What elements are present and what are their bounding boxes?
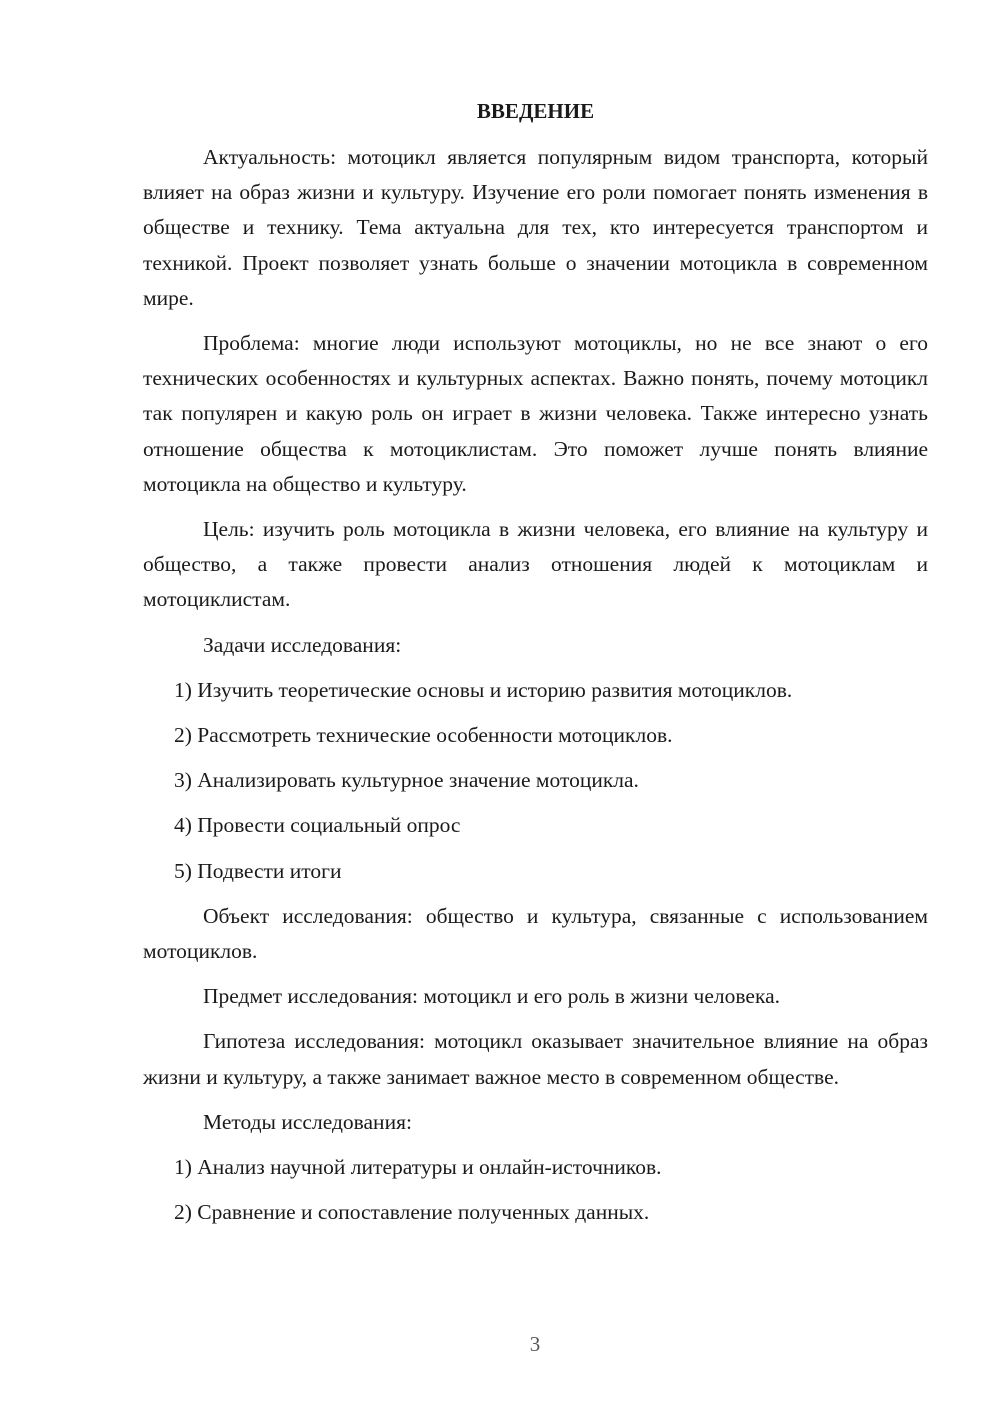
task-item-4: 4) Провести социальный опрос: [174, 813, 461, 838]
task-item-5: 5) Подвести итоги: [174, 858, 342, 883]
tasks-title: Задачи исследования:: [203, 632, 402, 657]
method-item-2: 2) Сравнение и сопоставление полученных данных.: [174, 1200, 650, 1225]
methods-title: Методы исследования:: [203, 1109, 412, 1134]
relevance-paragraph: Актуальность: мотоцикл является популярным видом транспорта, который влияет на образ жизни и культуру. Изучение его роли помогает понять изменения в обществе и технику. Тема актуальна для тех, кто интересуется транспортом и техникой. Проект позволяет узнать больше о значении мотоцикла в современном мире.: [143, 145, 928, 310]
task-item-2: 2) Рассмотреть технические особенности мотоциклов.: [174, 723, 673, 748]
subject-paragraph: Предмет исследования: мотоцикл и его роль в жизни человека.: [203, 984, 780, 1009]
hypothesis-paragraph: Гипотеза исследования: мотоцикл оказывает значительное влияние на образ жизни и культуру, а также занимает важное место в современном обществе.: [143, 1029, 928, 1089]
task-item-1: 1) Изучить теоретические основы и историю развития мотоциклов.: [174, 677, 793, 702]
section-heading: ВВЕДЕНИЕ: [476, 99, 595, 123]
page-number: 3: [529, 1332, 541, 1356]
object-paragraph: Объект исследования: общество и культура, связанные с использованием мотоциклов.: [143, 903, 928, 964]
document-page: [143, 96, 928, 1240]
task-item-3: 3) Анализировать культурное значение мотоцикла.: [174, 768, 639, 793]
problem-paragraph: Проблема: многие люди используют мотоциклы, но не все знают о его технических особенностях и культурных аспектах. Важно понять, почему мотоцикл так популярен и какую роль он играет в жизни человека. Также интересно узнать отношение общества к мотоциклистам. Это поможет лучше понять влияние мотоцикла на общество и культуру.: [143, 331, 928, 496]
goal-paragraph: Цель: изучить роль мотоцикла в жизни человека, его влияние на культуру и общество, а также провести анализ отношения людей к мотоциклам и мотоциклистам.: [143, 517, 928, 612]
method-item-1: 1) Анализ научной литературы и онлайн-источников.: [174, 1155, 662, 1180]
